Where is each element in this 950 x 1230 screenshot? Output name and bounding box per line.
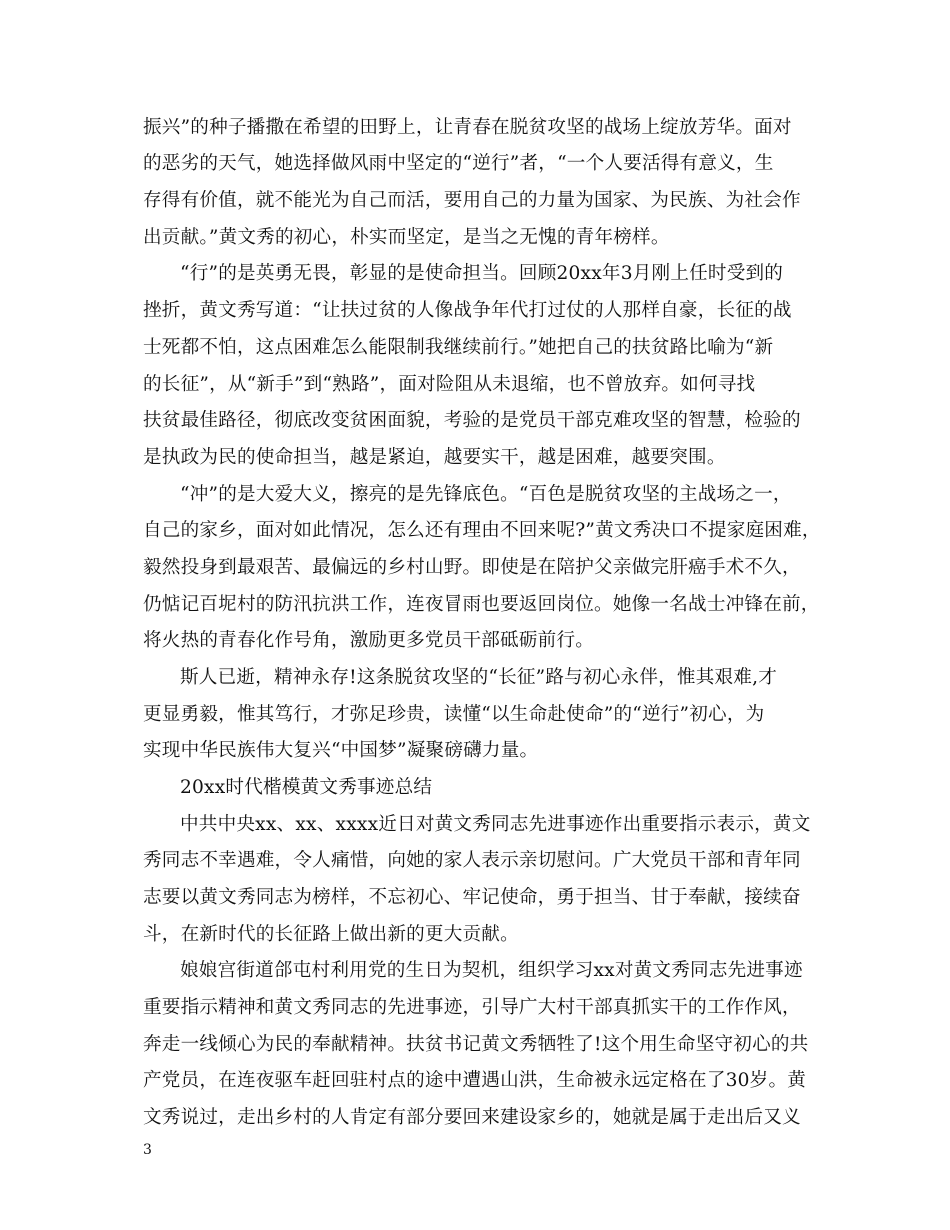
text-line: 文秀说过，走出乡村的人肯定有部分要回来建设家乡的，她就是属于走出后又义 [143, 1107, 801, 1128]
text-line: 振兴”的种子播撒在希望的田野上，让青春在脱贫攻坚的战场上绽放芳华。面对 [143, 117, 792, 138]
text-line: 实现中华民族伟大复兴“中国梦”凝聚磅礴力量。 [143, 740, 539, 761]
text-line: 重要指示精神和黄文秀同志的先进事迹，引导广大村干部真抓实干的工作作风， [143, 997, 801, 1018]
paragraph-start-line: 娘娘宫街道郃屯村利用党的生日为契机，组织学习xx对黄文秀同志先进事迹 [180, 960, 803, 981]
text-line: 将火热的青春化作号角，激励更多党员干部砥砺前行。 [143, 630, 595, 651]
text-line: 更显勇毅，惟其笃行，才弥足珍贵，读懂“以生命赴使命”的“逆行”初心，为 [143, 704, 765, 725]
text-line: 斗，在新时代的长征路上做出新的更大贡献。 [143, 924, 519, 945]
text-line: 是执政为民的使命担当，越是紧迫，越要实干，越是困难，越要突围。 [143, 447, 726, 468]
paragraph-start-line: 斯人已逝，精神永存!这条脱贫攻坚的“长征”路与初心永伴，惟其艰难,才 [180, 667, 778, 688]
paragraph-start-line: “冲”的是大爱大义，擦亮的是先锋底色。“百色是脱贫攻坚的主战场之一， [180, 484, 792, 505]
text-line: 秀同志不幸遇难，令人痛惜，向她的家人表示亲切慰问。广大党员干部和青年同 [143, 850, 801, 871]
text-line: 自己的家乡，面对如此情况，怎么还有理由不回来呢?”黄文秀决口不提家庭困难， [143, 520, 821, 541]
text-line: 的长征”，从“新手”到“熟路”，面对险阻从未退缩，也不曾放弃。如何寻找 [143, 374, 756, 395]
text-line: 存得有价值，就不能光为自己而活，要用自己的力量为国家、为民族、为社会作 [143, 190, 801, 211]
text-line: 志要以黄文秀同志为榜样，不忘初心、牢记使命，勇于担当、甘于奉献，接续奋 [143, 887, 801, 908]
text-line: 扶贫最佳路径，彻底改变贫困面貌，考验的是党员干部克难攻坚的智慧，检验的 [143, 410, 801, 431]
section-title: 20xx时代楷模黄文秀事迹总结 [180, 777, 433, 798]
text-line: 士死都不怕，这点困难怎么能限制我继续前行。”她把自己的扶贫路比喻为“新 [143, 337, 774, 358]
paragraph-start-line: 中共中央xx、xx、xxxx近日对黄文秀同志先进事迹作出重要指示表示，黄文 [180, 814, 811, 835]
text-line: 仍惦记百坭村的防汛抗洪工作，连夜冒雨也要返回岗位。她像一名战士冲锋在前， [143, 594, 820, 615]
paragraph-start-line: “行”的是英勇无畏，彰显的是使命担当。回顾20xx年3月刚上任时受到的 [180, 263, 784, 284]
text-line: 挫折，黄文秀写道：“让扶过贫的人像战争年代打过仗的人那样自豪，长征的战 [143, 300, 792, 321]
text-line: 产党员，在连夜驱车赶回驻村点的途中遭遇山洪，生命被永远定格在了30岁。黄 [143, 1070, 807, 1091]
page-number: 3 [143, 1142, 152, 1158]
text-line: 毅然投身到最艰苦、最偏远的乡村山野。即使是在陪护父亲做完肝癌手术不久， [143, 557, 801, 578]
text-line: 出贡献。”黄文秀的初心，朴实而坚定，是当之无愧的青年榜样。 [143, 227, 670, 248]
text-line: 的恶劣的天气，她选择做风雨中坚定的“逆行”者，“一个人要活得有意义，生 [143, 153, 774, 174]
text-line: 奔走一线倾心为民的奉献精神。扶贫书记黄文秀牺牲了!这个用生命坚守初心的共 [143, 1034, 809, 1055]
